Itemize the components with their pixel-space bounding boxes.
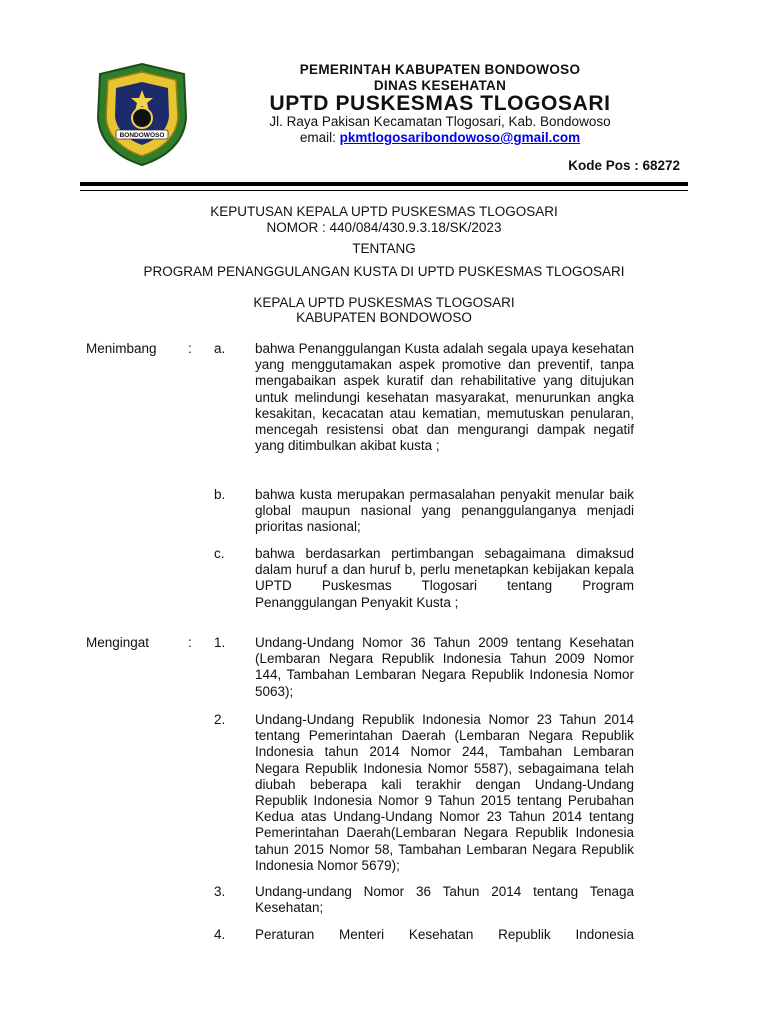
mengingat-label: Mengingat [86, 635, 150, 650]
mengingat-marker-2: 2. [214, 712, 226, 727]
menimbang-label: Menimbang [86, 341, 157, 356]
menimbang-marker-a: a. [214, 341, 226, 356]
email-line [200, 130, 680, 145]
email-link[interactable]: pkmtlogosaribondowoso@gmail.com [339, 130, 581, 145]
mengingat-marker-3: 3. [214, 884, 226, 899]
decree-number: NOMOR : 440/084/430.9.3.18/SK/2023 [266, 220, 502, 235]
decree-title: KEPUTUSAN KEPALA UPTD PUSKESMAS TLOGOSARI [210, 204, 558, 219]
address-line: Jl. Raya Pakisan Kecamatan Tlogosari, Kab. Bondowoso [269, 114, 611, 129]
menimbang-clause-b: bahwa kusta merupakan permasalahan penyakit menular baik global maupun nasional yang penanggulanganya menjadi prioritas nasional; [255, 487, 634, 535]
postal-code: Kode Pos : 68272 [568, 158, 680, 173]
letterhead-divider-thick [80, 182, 688, 186]
logo-banner-text: BONDOWOSO [119, 132, 165, 139]
bondowoso-emblem-logo [92, 60, 192, 168]
mengingat-marker-1: 1. [214, 635, 226, 650]
mengingat-clause-1: Undang-Undang Nomor 36 Tahun 2009 tentang Kesehatan (Lembaran Negara Republik Indonesia Tahun 2009 Nomor 144, Tambahan Lembaran Negara Republik Indonesia Nomor 5063); [255, 635, 634, 699]
menimbang-marker-c: c. [214, 546, 225, 561]
mengingat-marker-4: 4. [214, 927, 226, 942]
letterhead-divider-thin [80, 190, 688, 191]
mengingat-clause-2: Undang-Undang Republik Indonesia Nomor 23 Tahun 2014 tentang Pemerintahan Daerah (Lembaran Negara Republik Indonesia tahun 2014 Nomor 244, Tambahan Lembaran Negara Republik Indonesia Nomor 5587), sebagaimana telah diubah beberapa kali terakhir dengan Undang-Undang Republik Indonesia Nomor 9 Tahun 2015 tentang Perubahan Kedua atas Undang-Undang Nomor 23 Tahun 2014 tentang Pemerintahan Daerah(Lembaran Negara Republik Indonesia tahun 2015 Nomor 58, Tambahan Lembaran Negara Republik Indonesia Nomor 5679); [255, 712, 634, 873]
mengingat-colon: : [188, 635, 192, 650]
mengingat-clause-3: Undang-undang Nomor 36 Tahun 2014 tentang Tenaga Kesehatan; [255, 884, 634, 916]
mengingat-clause-4: Peraturan Menteri Kesehatan Republik Indonesia [255, 927, 634, 942]
menimbang-marker-b: b. [214, 487, 226, 502]
decree-subject: PROGRAM PENANGGULANGAN KUSTA DI UPTD PUSKESMAS TLOGOSARI [143, 264, 625, 279]
government-heading: PEMERINTAH KABUPATEN BONDOWOSO [299, 62, 581, 77]
issuer-region: KABUPATEN BONDOWOSO [296, 310, 472, 325]
menimbang-clause-a: bahwa Penanggulangan Kusta adalah segala upaya kesehatan yang menggutamakan aspek promotive dan preventif, tanpa mengabaikan aspek kuratif dan rehabilitative yang ditujukan untuk melindungi kesehatan masyarakat, menurunkan angka kesakitan, kecacatan atau kematian, memutuskan penularan, mencegah resistensi obat dan mengurangi dampak negatif yang ditimbulkan akibat kusta ; [255, 341, 634, 454]
department-heading: DINAS KESEHATAN [373, 78, 507, 93]
decree-about-label: TENTANG [352, 241, 416, 256]
email-label: email: [299, 130, 340, 145]
menimbang-colon: : [188, 341, 192, 356]
menimbang-clause-c: bahwa berdasarkan pertimbangan sebagaimana dimaksud dalam huruf a dan huruf b, perlu menetapkan kebijakan kepala UPTD Puskesmas Tlogosari tentang Program Penanggulangan Penyakit Kusta ; [255, 546, 634, 610]
issuer-line: KEPALA UPTD PUSKESMAS TLOGOSARI [253, 295, 515, 310]
institution-name: UPTD PUSKESMAS TLOGOSARI [269, 92, 611, 115]
